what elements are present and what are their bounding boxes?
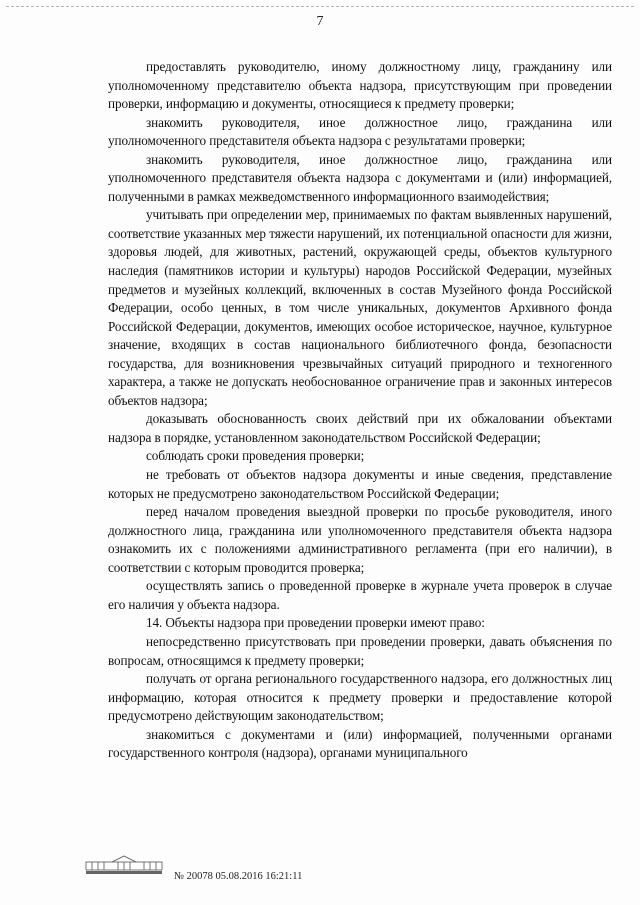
paragraph: знакомиться с документами и (или) информацией, полученными органами государственного контроля (надзора), органами муниципального [108, 726, 612, 761]
registration-stamp: № 20078 05.08.2016 16:21:11 [174, 871, 303, 882]
paragraph: соблюдать сроки проведения проверки; [146, 448, 365, 464]
paragraph: доказывать обоснованность своих действий при их обжаловании объектами надзора в порядке, установленном законодательством Российской Федерации; [108, 411, 612, 445]
building-emblem-icon [82, 853, 166, 875]
paragraph: учитывать при определении мер, принимаемых по фактам выявленных нарушений, соответствие указанных мер тяжести нарушений, их потенциальной опасности для жизни, здоровья людей, для животных, растений, окружающей среды, объектов культурного наследия (памятников истории и культуры) народов Российской Федерации, музейных предметов и музейных коллекций, включенных в состав Музейного фонда Российской Федерации, особо ценных, в том числе уникальных, документов Архивного фонда Российской Федерации, документов, имеющих особое историческое, научное, культурное значение, входящих в состав национального библиотечного фонда, безопасности государства, для возникновения чрезвычайных ситуаций природного и техногенного характера, а также не допускать необоснованное ограничение прав и законных интересов объектов надзора; [108, 207, 612, 408]
paragraph: не требовать от объектов надзора документы и иные сведения, представление которых не предусмотрено законодательством Российской Федерации; [108, 467, 612, 501]
paragraph: получать от органа регионального государственного надзора, его должностных лиц информацию, которая относится к предмету проверки и предоставление которой предусмотрено действующим законодательством; [108, 671, 612, 724]
top-rule [6, 6, 634, 8]
body-text [108, 58, 612, 763]
paragraph: непосредственно присутствовать при проведении проверки, давать объяснения по вопросам, относящимся к предмету проверки; [108, 633, 612, 668]
paragraph: знакомить руководителя, иное должностное лицо, гражданина или уполномоченного представителя объекта надзора с результатами проверки; [108, 114, 612, 149]
paragraph: осуществлять запись о проведенной проверке в журнале учета проверок в случае его наличия у объекта надзора. [108, 578, 612, 612]
paragraph: знакомить руководителя, иное должностное лицо, гражданина или уполномоченного представителя объекта надзора с документами и (или) информацией, полученными в рамках межведомственного информационного взаимодействия; [108, 151, 612, 204]
page-number: 7 [316, 14, 324, 29]
paragraph: 14. Объекты надзора при проведении проверки имеют право: [146, 615, 485, 631]
paragraph: предоставлять руководителю, иному должностному лицу, гражданину или уполномоченному представителю объекта надзора, присутствующим при проведении проверки, информацию и документы, относящиеся к предмету проверки; [108, 59, 612, 112]
paragraph: перед началом проведения выездной проверки по просьбе руководителя, иного должностного лица, гражданина или уполномоченного представителя объекта надзора ознакомить их с положениями административного регламента (при его наличии), в соответствии с которым проводится проверка; [108, 504, 612, 575]
